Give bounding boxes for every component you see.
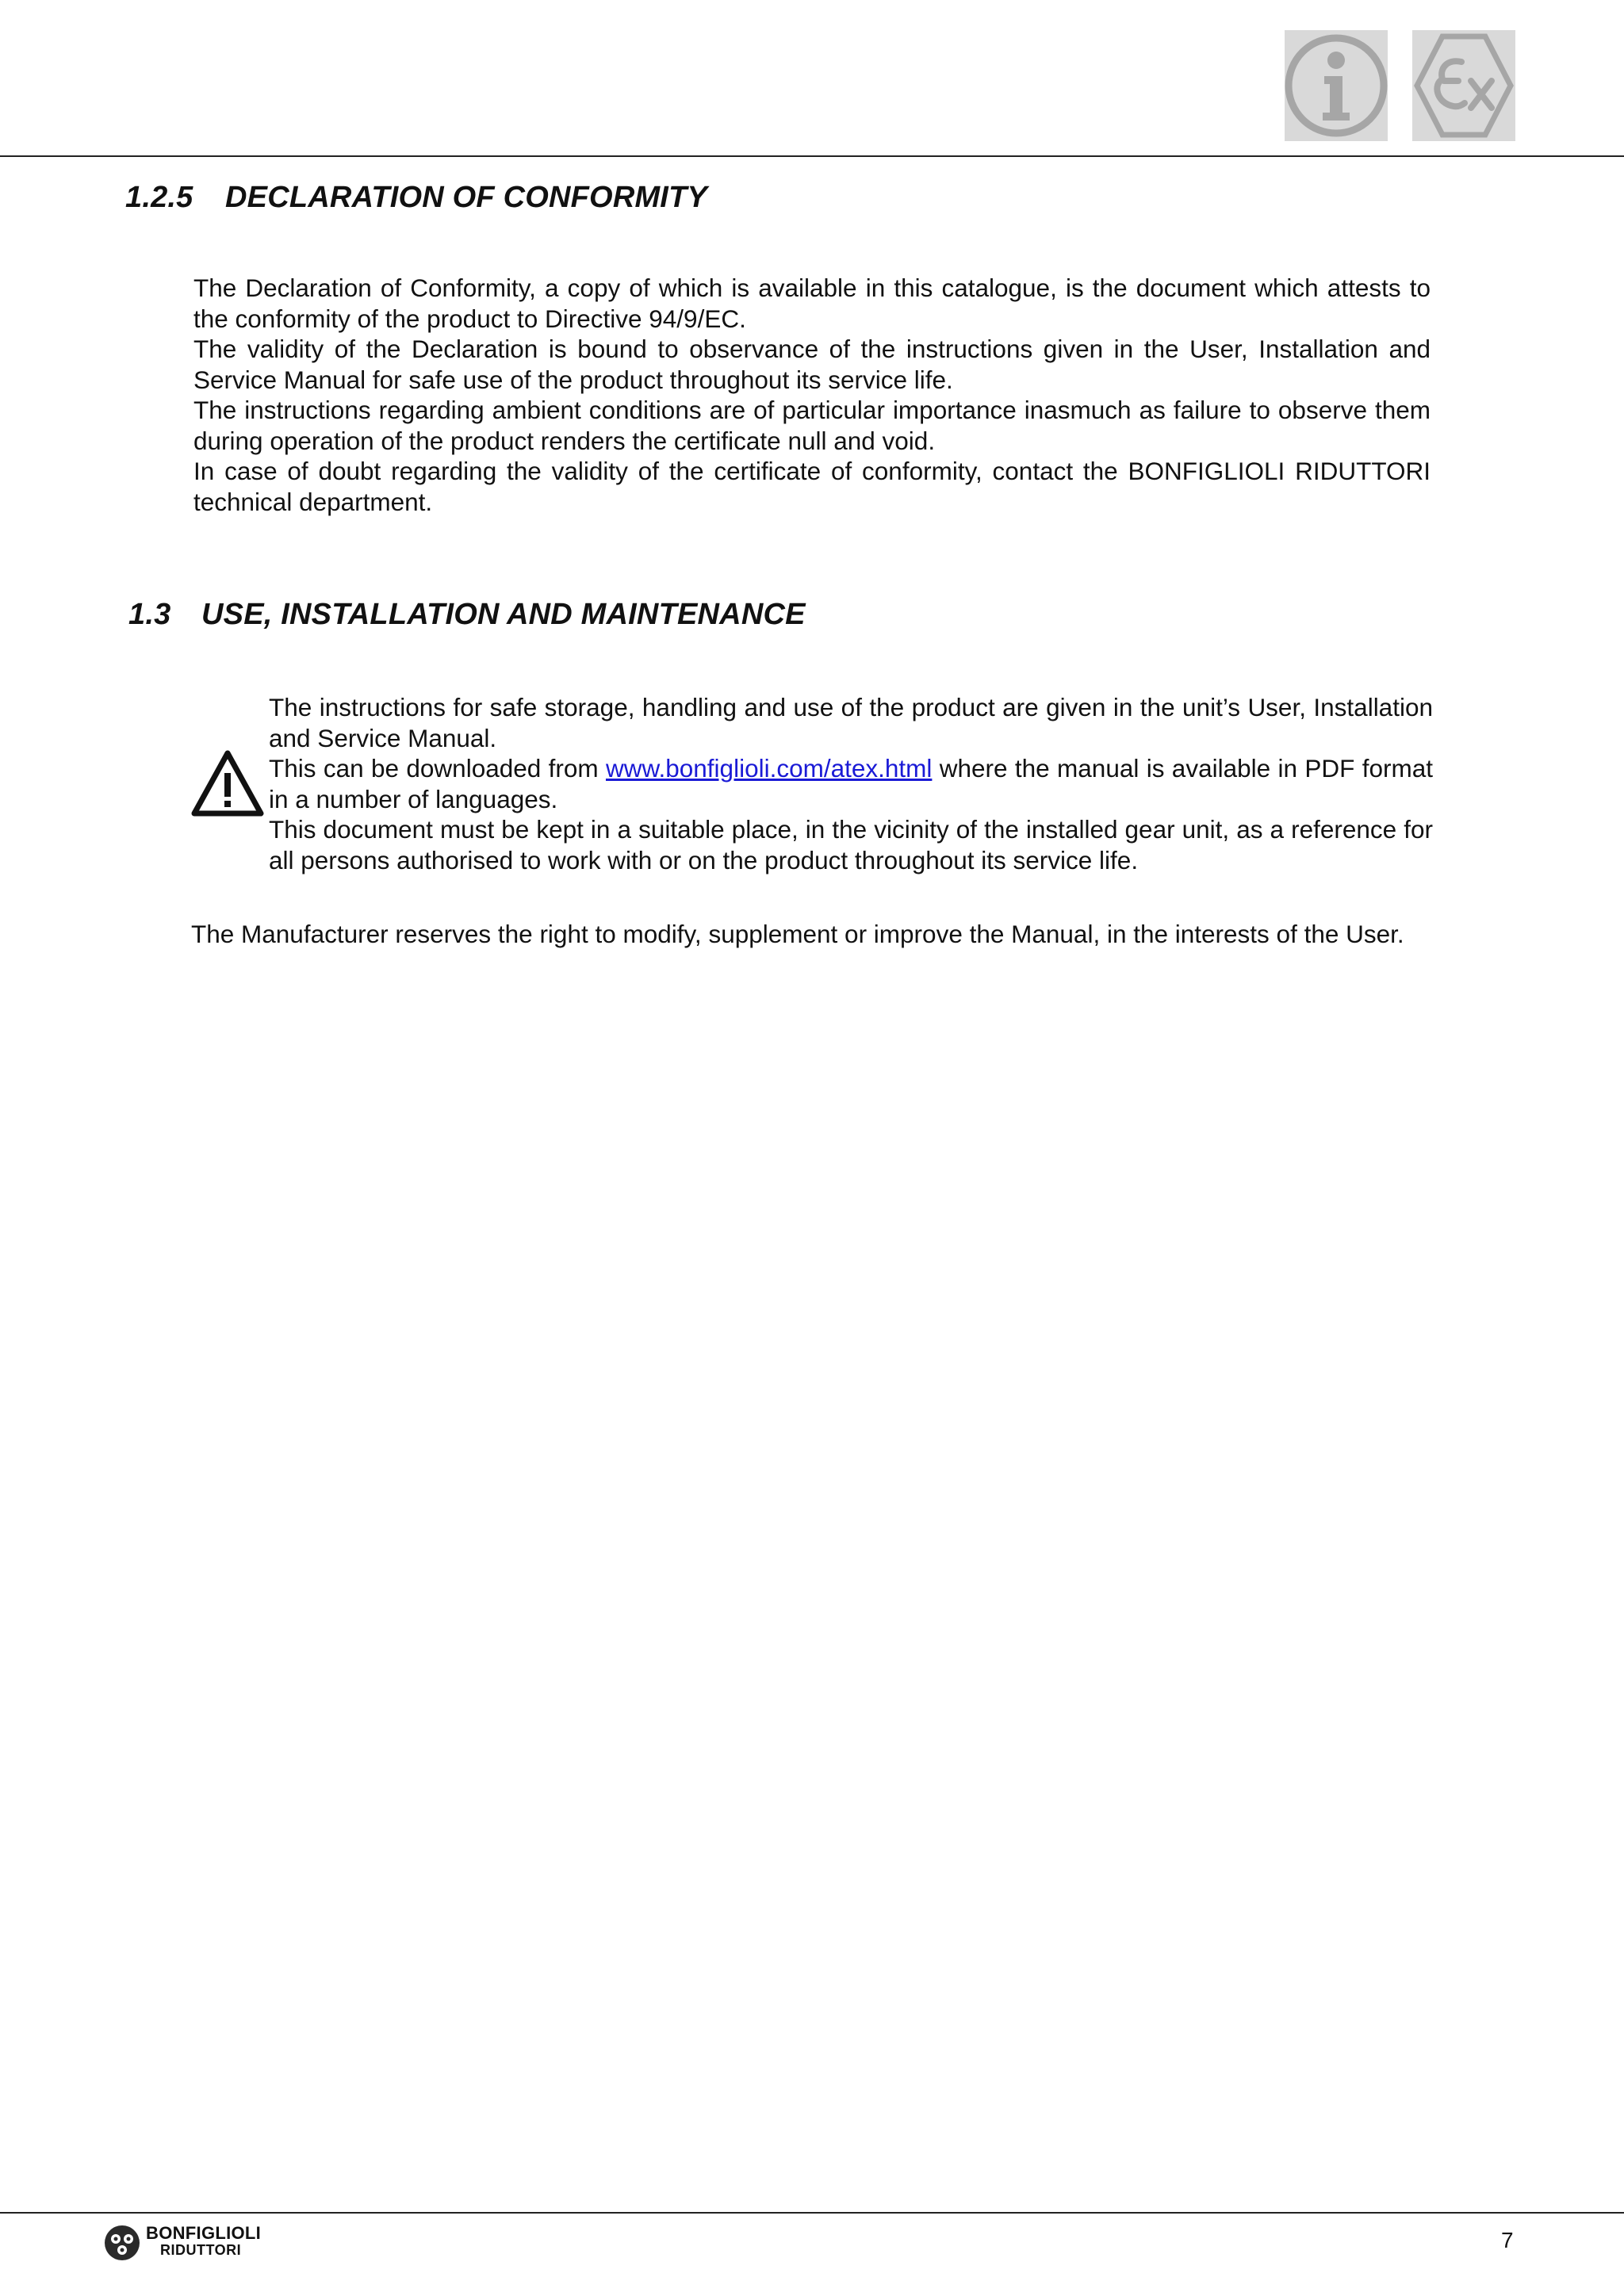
page-number: 7 xyxy=(1501,2228,1514,2252)
declaration-text xyxy=(193,273,1431,517)
section-number: 1.3 xyxy=(128,598,171,631)
logo-sub-text: RIDUTTORI xyxy=(160,2242,242,2258)
paragraph-download xyxy=(269,753,1433,814)
section-title: USE, INSTALLATION AND MAINTENANCE xyxy=(201,598,806,631)
header-divider xyxy=(0,155,1624,157)
info-icon xyxy=(1285,30,1388,141)
logo-brand-text: BONFIGLIOLI xyxy=(146,2223,262,2243)
section-heading-declaration xyxy=(125,181,707,215)
atex-manual-link[interactable]: www.bonfiglioli.com/atex.html xyxy=(605,754,933,783)
paragraph: The validity of the Declaration is bound to observance of the instructions given in the User, Installation and Service Manual for safe use of the product throughout its service life. xyxy=(193,335,1431,394)
text: where the manual is available in PDF format in a number of languages. xyxy=(269,754,1433,813)
paragraph: The Declaration of Conformity, a copy of which is available in this catalogue, is the document which attests to the conformity of the product to Directive 94/9/EC. xyxy=(193,274,1431,333)
paragraph: The instructions for safe storage, handling and use of the product are given in the unit’s User, Installation and Service Manual. xyxy=(269,693,1433,752)
paragraph: In case of doubt regarding the validity of the certificate of conformity, contact the BONFIGLIOLI RIDUTTORI technical department. xyxy=(193,457,1431,516)
use-installation-text xyxy=(269,692,1433,875)
paragraph: The instructions regarding ambient conditions are of particular importance inasmuch as failure to observe them during operation of the product renders the certificate null and void. xyxy=(193,396,1431,455)
gear-logo-icon xyxy=(103,2224,141,2262)
section-number: 1.2.5 xyxy=(125,181,193,214)
warning-triangle-icon xyxy=(190,749,265,817)
paragraph: This document must be kept in a suitable place, in the vicinity of the installed gear unit, as a reference for all persons authorised to work with or on the product throughout its service life. xyxy=(269,815,1433,874)
section-heading-use-installation xyxy=(128,598,806,632)
section-title: DECLARATION OF CONFORMITY xyxy=(225,181,708,214)
ex-atex-icon xyxy=(1412,30,1515,141)
manufacturer-note: The Manufacturer reserves the right to modify, supplement or improve the Manual, in the interests of the User. xyxy=(191,920,1404,948)
footer-divider xyxy=(0,2212,1624,2214)
bonfiglioli-logo xyxy=(103,2220,278,2264)
text: This can be downloaded from xyxy=(269,754,606,783)
